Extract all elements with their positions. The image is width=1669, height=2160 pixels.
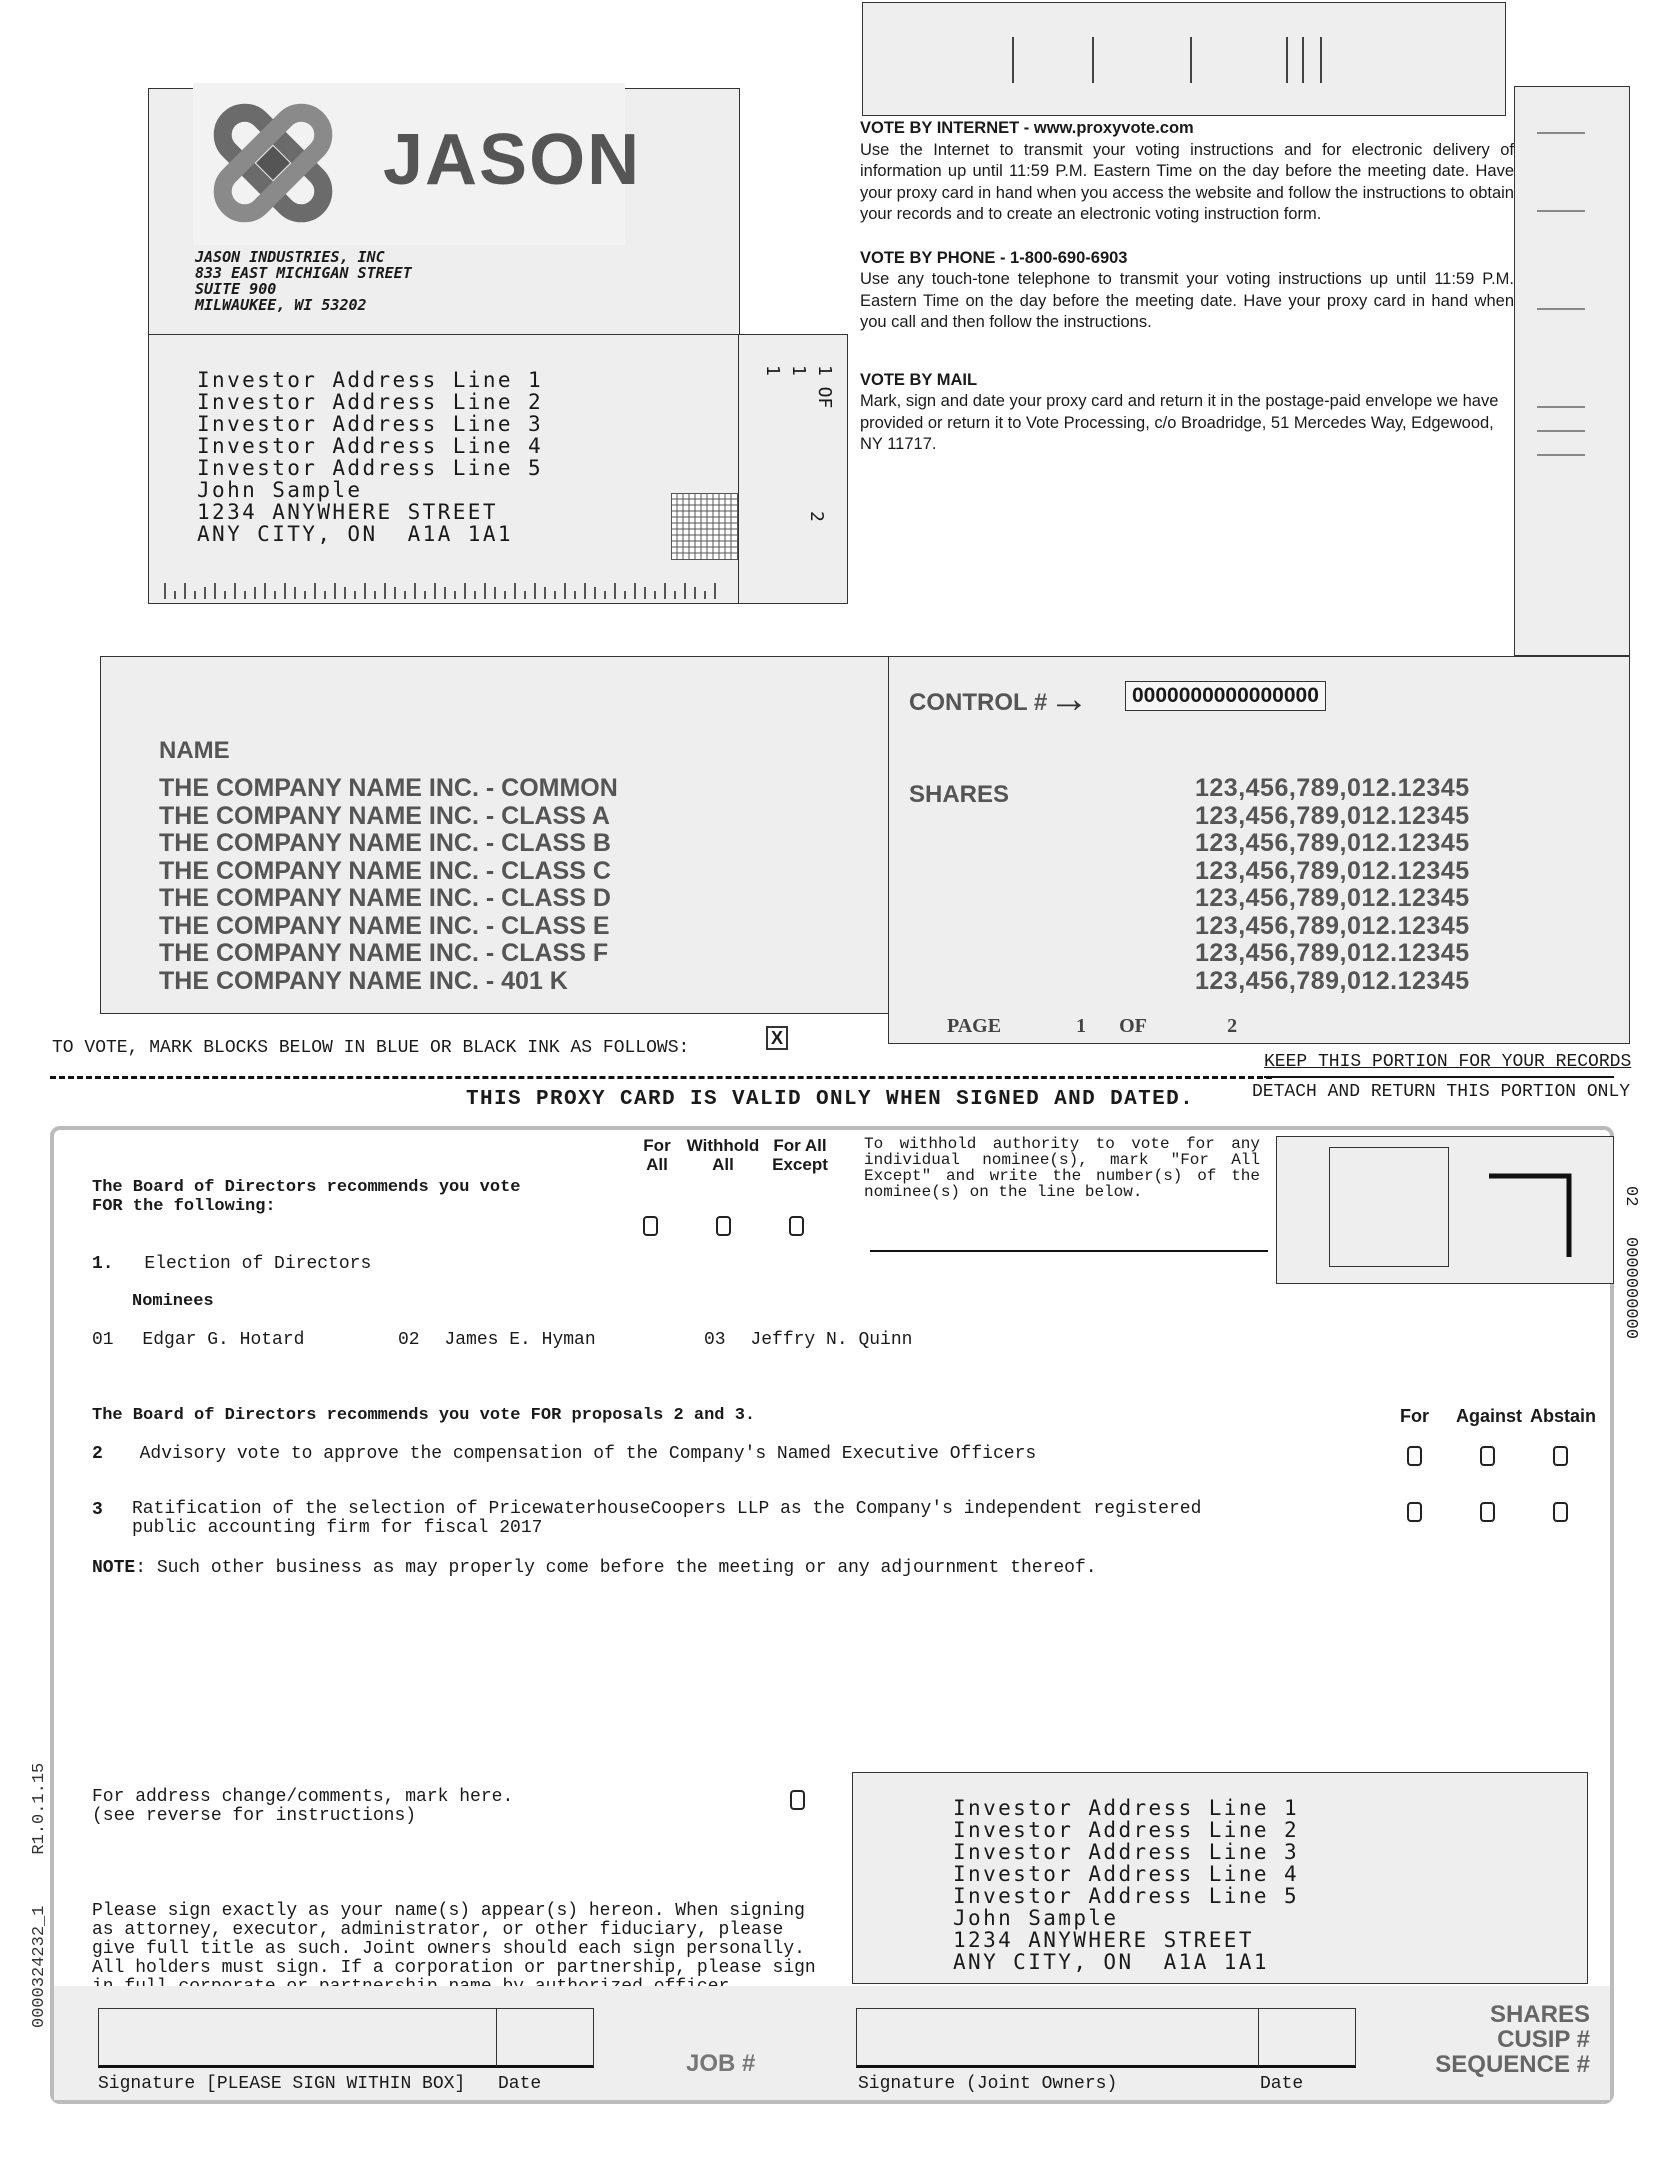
barcode-graphic [863,3,1503,113]
address-line: Investor Address Line 1 [197,368,543,392]
side-page-d: 2 [806,511,827,522]
share-amount: 123,456,789,012.12345 [1195,801,1470,830]
nominee-exception-line[interactable] [870,1250,1268,1252]
voting-instructions [860,118,1514,456]
proposal-2-for-checkbox[interactable] [1407,1446,1422,1466]
col-for-all: For All [643,1136,671,1174]
side-page-text [759,365,837,408]
proposal-3 [92,1500,1222,1538]
arrow-right-icon: → [1049,677,1089,721]
proposal-3-for-checkbox[interactable] [1407,1502,1422,1522]
address-line: 1234 ANYWHERE STREET [953,1928,1254,1952]
control-number: 0000000000000000 [1125,681,1326,711]
item-1 [92,1254,371,1274]
page-num: 1 [1076,1015,1087,1037]
side-code: 02 0000000000 [1621,1186,1640,1340]
share-amount: 123,456,789,012.12345 [1195,829,1470,857]
page-of: OF [1119,1015,1147,1037]
share-amount: 123,456,789,012.12345 [1195,939,1470,967]
proposal-2 [92,1444,1036,1464]
nominee-num: 01 [92,1330,114,1350]
right-strip [1514,86,1630,656]
keep-portion-text: KEEP THIS PORTION FOR YOUR RECORDS [1264,1052,1632,1072]
holding-name: THE COMPANY NAME INC. - CLASS D [159,884,611,912]
address-line: Investor Address Line 2 [953,1818,1299,1842]
side-page-a: 1 OF [814,365,835,409]
proposal-3-against-checkbox[interactable] [1480,1502,1495,1522]
vote-mail-body: Mark, sign and date your proxy card and return it in the postage-paid envelope we have provided or return it to Vote Processing, c/o Broadridge, 51 Mercedes Way, Edgewood, NY 11717. [860,392,1499,453]
proposal-2-against-checkbox[interactable] [1480,1446,1495,1466]
address-line: ANY CITY, ON A1A 1A1 [197,522,513,546]
share-amount: 123,456,789,012.12345 [1195,856,1470,885]
page-total: 2 [1227,1015,1238,1037]
margin-code: 0000324232_1 R1.0.1.15 [30,1762,49,2028]
address-line: Investor Address Line 4 [953,1862,1299,1886]
postal-barcode [161,577,727,601]
item-1-num: 1. [92,1254,114,1274]
mailing-address [197,369,543,545]
col-for-all-except: For All Except [772,1136,828,1174]
nominee-num: 02 [398,1330,420,1350]
issuer-address [195,249,412,313]
nominee-name: Jeffry N. Quinn [750,1330,913,1350]
share-amount: 123,456,789,012.12345 [1195,911,1470,940]
share-amounts [1195,775,1470,995]
signature-box[interactable] [98,2008,498,2068]
detach-line [50,1076,1272,1079]
holding-name: THE COMPANY NAME INC. - CLASS A [159,801,610,830]
for-all-checkbox[interactable] [643,1216,658,1236]
vote-mail-heading: VOTE BY MAIL [860,370,978,389]
proposal-num: 2 [92,1444,103,1464]
address-change-checkbox[interactable] [790,1790,805,1810]
qr-box [1276,1136,1614,1284]
detach-portion-text: DETACH AND RETURN THIS PORTION ONLY [1252,1082,1631,1102]
joint-date-label: Date [1260,2074,1304,2094]
note [92,1558,1097,1578]
proposal-2-abstain-checkbox[interactable] [1553,1446,1568,1466]
nominees-label: Nominees [132,1292,214,1311]
holding-names [159,775,618,995]
holding-name: THE COMPANY NAME INC. - CLASS C [159,856,611,885]
control-label: CONTROL # [909,689,1048,716]
nominee-name: Edgar G. Hotard [142,1330,305,1350]
share-amount: 123,456,789,012.12345 [1195,884,1470,912]
logo [193,83,642,245]
joint-signature-label: Signature (Joint Owners) [858,2074,1118,2094]
address-line: Investor Address Line 2 [197,390,543,414]
address-line: Investor Address Line 5 [197,456,543,480]
qr-inner [1329,1147,1449,1267]
address-line: 1234 ANYWHERE STREET [197,500,498,524]
holding-name: THE COMPANY NAME INC. - CLASS B [159,829,611,857]
share-amount: 123,456,789,012.12345 [1195,966,1470,995]
holdings-shares-box [888,656,1630,1044]
shares-code-label: SHARES [1489,2001,1590,2028]
return-address-box [852,1772,1588,1984]
withhold-note: To withhold authority to vote for any individual nominee(s), mark "For All Except" and write the number(s) of the nominee(s) on the line below. [864,1135,1260,1201]
address-line: ANY CITY, ON A1A 1A1 [953,1950,1269,1974]
joint-signature-box[interactable] [856,2008,1260,2068]
withhold-all-checkbox[interactable] [716,1216,731,1236]
signature-label: Signature [PLEASE SIGN WITHIN BOX] [98,2074,466,2094]
mark-instructions: TO VOTE, MARK BLOCKS BELOW IN BLUE OR BLACK INK AS FOLLOWS: [52,1038,690,1058]
nominee-name: James E. Hyman [444,1330,596,1350]
holdings-names-box [100,656,892,1014]
proposal-text: Ratification of the selection of PricewaterhouseCoopers LLP as the Company's independent registered public accounting firm for fiscal 2017 [132,1499,1202,1538]
address-change [92,1788,513,1826]
nominee-list [92,1330,304,1350]
valid-notice: THIS PROXY CARD IS VALID ONLY WHEN SIGNED AND DATED. [466,1088,1195,1111]
side-page-b: 1 [788,365,809,376]
barcode-box [862,2,1506,116]
address-line: Investor Address Line 1 [953,1796,1299,1820]
side-page-c: 1 [762,365,783,376]
page-indicator [947,1015,1237,1038]
holding-name: THE COMPANY NAME INC. - CLASS F [159,939,609,967]
note-text: : Such other business as may properly come before the meeting or any adjournment thereof. [135,1558,1097,1578]
share-amount: 123,456,789,012.12345 [1195,774,1470,802]
date-box[interactable] [496,2008,594,2068]
proposals-recommend: The Board of Directors recommends you vote FOR proposals 2 and 3. [92,1406,756,1425]
col-abstain: Abstain [1530,1406,1597,1426]
cusip-label: CUSIP # [1497,2026,1590,2053]
address-line: John Sample [953,1906,1119,1930]
side-page-box [738,334,848,604]
job-label: JOB # [686,2050,756,2077]
page-label: PAGE [947,1015,1002,1037]
address-line: Investor Address Line 5 [953,1884,1299,1908]
issuer-name: JASON INDUSTRIES, INC [195,248,385,266]
holding-name: THE COMPANY NAME INC. - CLASS E [159,911,610,940]
nominee-list [398,1330,596,1350]
detach-line-end [1264,1076,1614,1078]
proposal-text: Advisory vote to approve the compensation of the Company's Named Executive Officers [139,1444,1037,1464]
nominee-list [704,1330,912,1350]
date-label: Date [498,2074,542,2094]
jason-logo-icon [193,83,353,243]
issuer-city: MILWAUKEE, WI 53202 [195,296,367,314]
issuer-street: 833 EAST MICHIGAN STREET [195,264,412,282]
holding-name: THE COMPANY NAME INC. - COMMON [159,774,618,802]
name-label: NAME [159,737,230,764]
address-line: Investor Address Line 3 [197,412,543,436]
mark-example-box: X [766,1026,788,1050]
card-codes [1380,2002,1590,2077]
note-label: NOTE [92,1558,136,1578]
item-1-label: Election of Directors [144,1254,372,1274]
sign-note: Please sign exactly as your name(s) appear(s) hereon. When signing as attorney, executor, administrator, or other fiduciary, please give full title as such. Joint owners should each sign personally. All holders must sign. If a corporation or partnership, please sign [92,1901,816,1978]
nominee-num: 03 [704,1330,726,1350]
proposal-num: 3 [92,1500,103,1520]
grid-code-icon [671,493,739,561]
address-change-line2: (see reverse for instructions) [92,1806,417,1826]
col-for: For [1400,1406,1429,1426]
issuer-suite: SUITE 900 [195,280,277,298]
address-line: Investor Address Line 4 [197,434,543,458]
strip-marks [1515,87,1627,653]
joint-date-box[interactable] [1258,2008,1356,2068]
vote-internet-body: Use the Internet to transmit your voting instructions and for electronic delivery of information up until 11:59 P.M. Eastern Time on the day before the meeting date. Have your proxy card in hand when you access the website and follow the instructions to obtain your records and to create an electronic voting instruction form. [860,140,1514,223]
address-line: Investor Address Line 3 [953,1840,1299,1864]
address-change-line1: For address change/comments, mark here. [92,1787,514,1807]
corner-mark-icon [1489,1173,1575,1257]
for-all-except-checkbox[interactable] [789,1216,804,1236]
holding-name: THE COMPANY NAME INC. - 401 K [159,966,568,995]
shares-label: SHARES [909,781,1010,808]
sequence-label: SEQUENCE # [1435,2051,1590,2078]
vote-internet-heading: VOTE BY INTERNET - www.proxyvote.com [860,119,1194,137]
col-withhold-all: Withhold All [686,1136,760,1174]
address-line: John Sample [197,478,363,502]
mailing-address-box [148,334,740,604]
proposal-3-abstain-checkbox[interactable] [1553,1502,1568,1522]
logo-wordmark: JASON [383,120,642,200]
return-address [953,1797,1299,1973]
col-against: Against [1456,1406,1523,1426]
vote-phone-body: Use any touch-tone telephone to transmit your voting instructions up until 11:59 P.M. Eastern Time on the day before the meeting date. Have your proxy card in hand when you call and then follow the instructions. [860,270,1514,331]
directors-recommend: The Board of Directors recommends you vote FOR the following: [92,1178,521,1216]
vote-phone-heading: VOTE BY PHONE - 1-800-690-6903 [860,248,1128,267]
issuer-box [148,88,740,336]
